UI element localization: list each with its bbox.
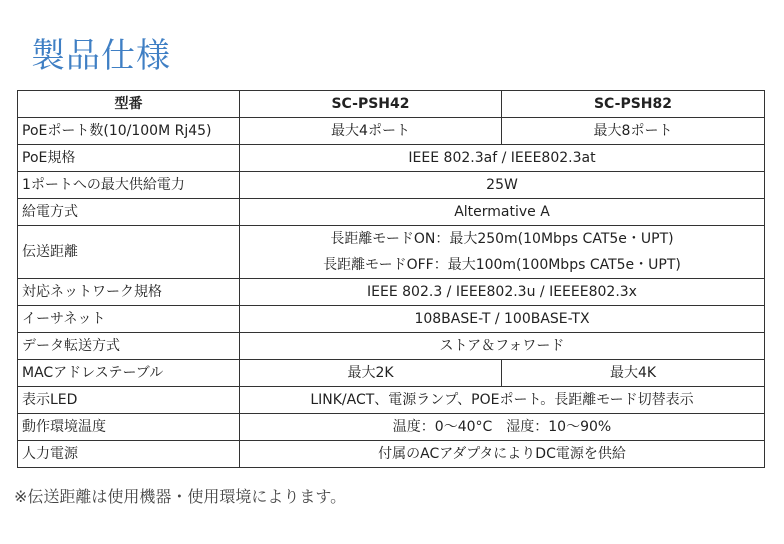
distance-line-2: 長距離モードOFF：最大100m(100Mbps CAT5e・UPT) [323,257,681,273]
table-row [18,226,765,279]
row-label: PoE規格 [18,145,240,172]
spec-table [17,90,765,468]
table-row [18,360,765,387]
row-value: 温度：0～40°C 湿度：10～90% [240,414,765,441]
header-model-label: 型番 [18,91,240,118]
row-label: 給電方式 [18,199,240,226]
row-label: データ転送方式 [18,333,240,360]
row-value: 最大4K [502,360,765,387]
row-value: 最大4ポート [240,118,502,145]
page-title: 製品仕様 [31,36,171,76]
row-label: 人力電源 [18,441,240,468]
table-row [18,414,765,441]
row-value: 25W [240,172,765,199]
row-value [240,226,765,279]
row-value: 108BASE-T / 100BASE-TX [240,306,765,333]
table-row [18,333,765,360]
table-row [18,199,765,226]
table-row [18,306,765,333]
table-row [18,441,765,468]
row-label: 動作環境温度 [18,414,240,441]
table-row [18,172,765,199]
row-value: ストア＆フォワード [240,333,765,360]
table-header-row [18,91,765,118]
row-label: 表示LED [18,387,240,414]
row-value: 最大8ポート [502,118,765,145]
row-value: Altermative A [240,199,765,226]
row-value: LINK/ACT、電源ランプ、POEポート。長距離モード切替表示 [240,387,765,414]
row-label: PoEポート数(10/100M Rj45) [18,118,240,145]
row-value: 最大2K [240,360,502,387]
table-row [18,145,765,172]
row-label: 伝送距離 [18,226,240,279]
row-label: 1ポートへの最大供給電力 [18,172,240,199]
table-row [18,118,765,145]
table-row [18,279,765,306]
row-label: 対応ネットワーク規格 [18,279,240,306]
row-value: IEEE 802.3 / IEEE802.3u / IEEEE802.3x [240,279,765,306]
row-value: 付属のACアダプタによりDC電源を供給 [240,441,765,468]
row-label: イーサネット [18,306,240,333]
table-row [18,387,765,414]
header-model-2: SC-PSH82 [502,91,765,118]
row-label: MACアドレステーブル [18,360,240,387]
footnote: ※伝送距離は使用機器・使用環境によります。 [14,487,347,506]
header-model-1: SC-PSH42 [240,91,502,118]
distance-line-1: 長距離モードON：最大250m(10Mbps CAT5e・UPT) [330,231,674,247]
row-value: IEEE 802.3af / IEEE802.3at [240,145,765,172]
